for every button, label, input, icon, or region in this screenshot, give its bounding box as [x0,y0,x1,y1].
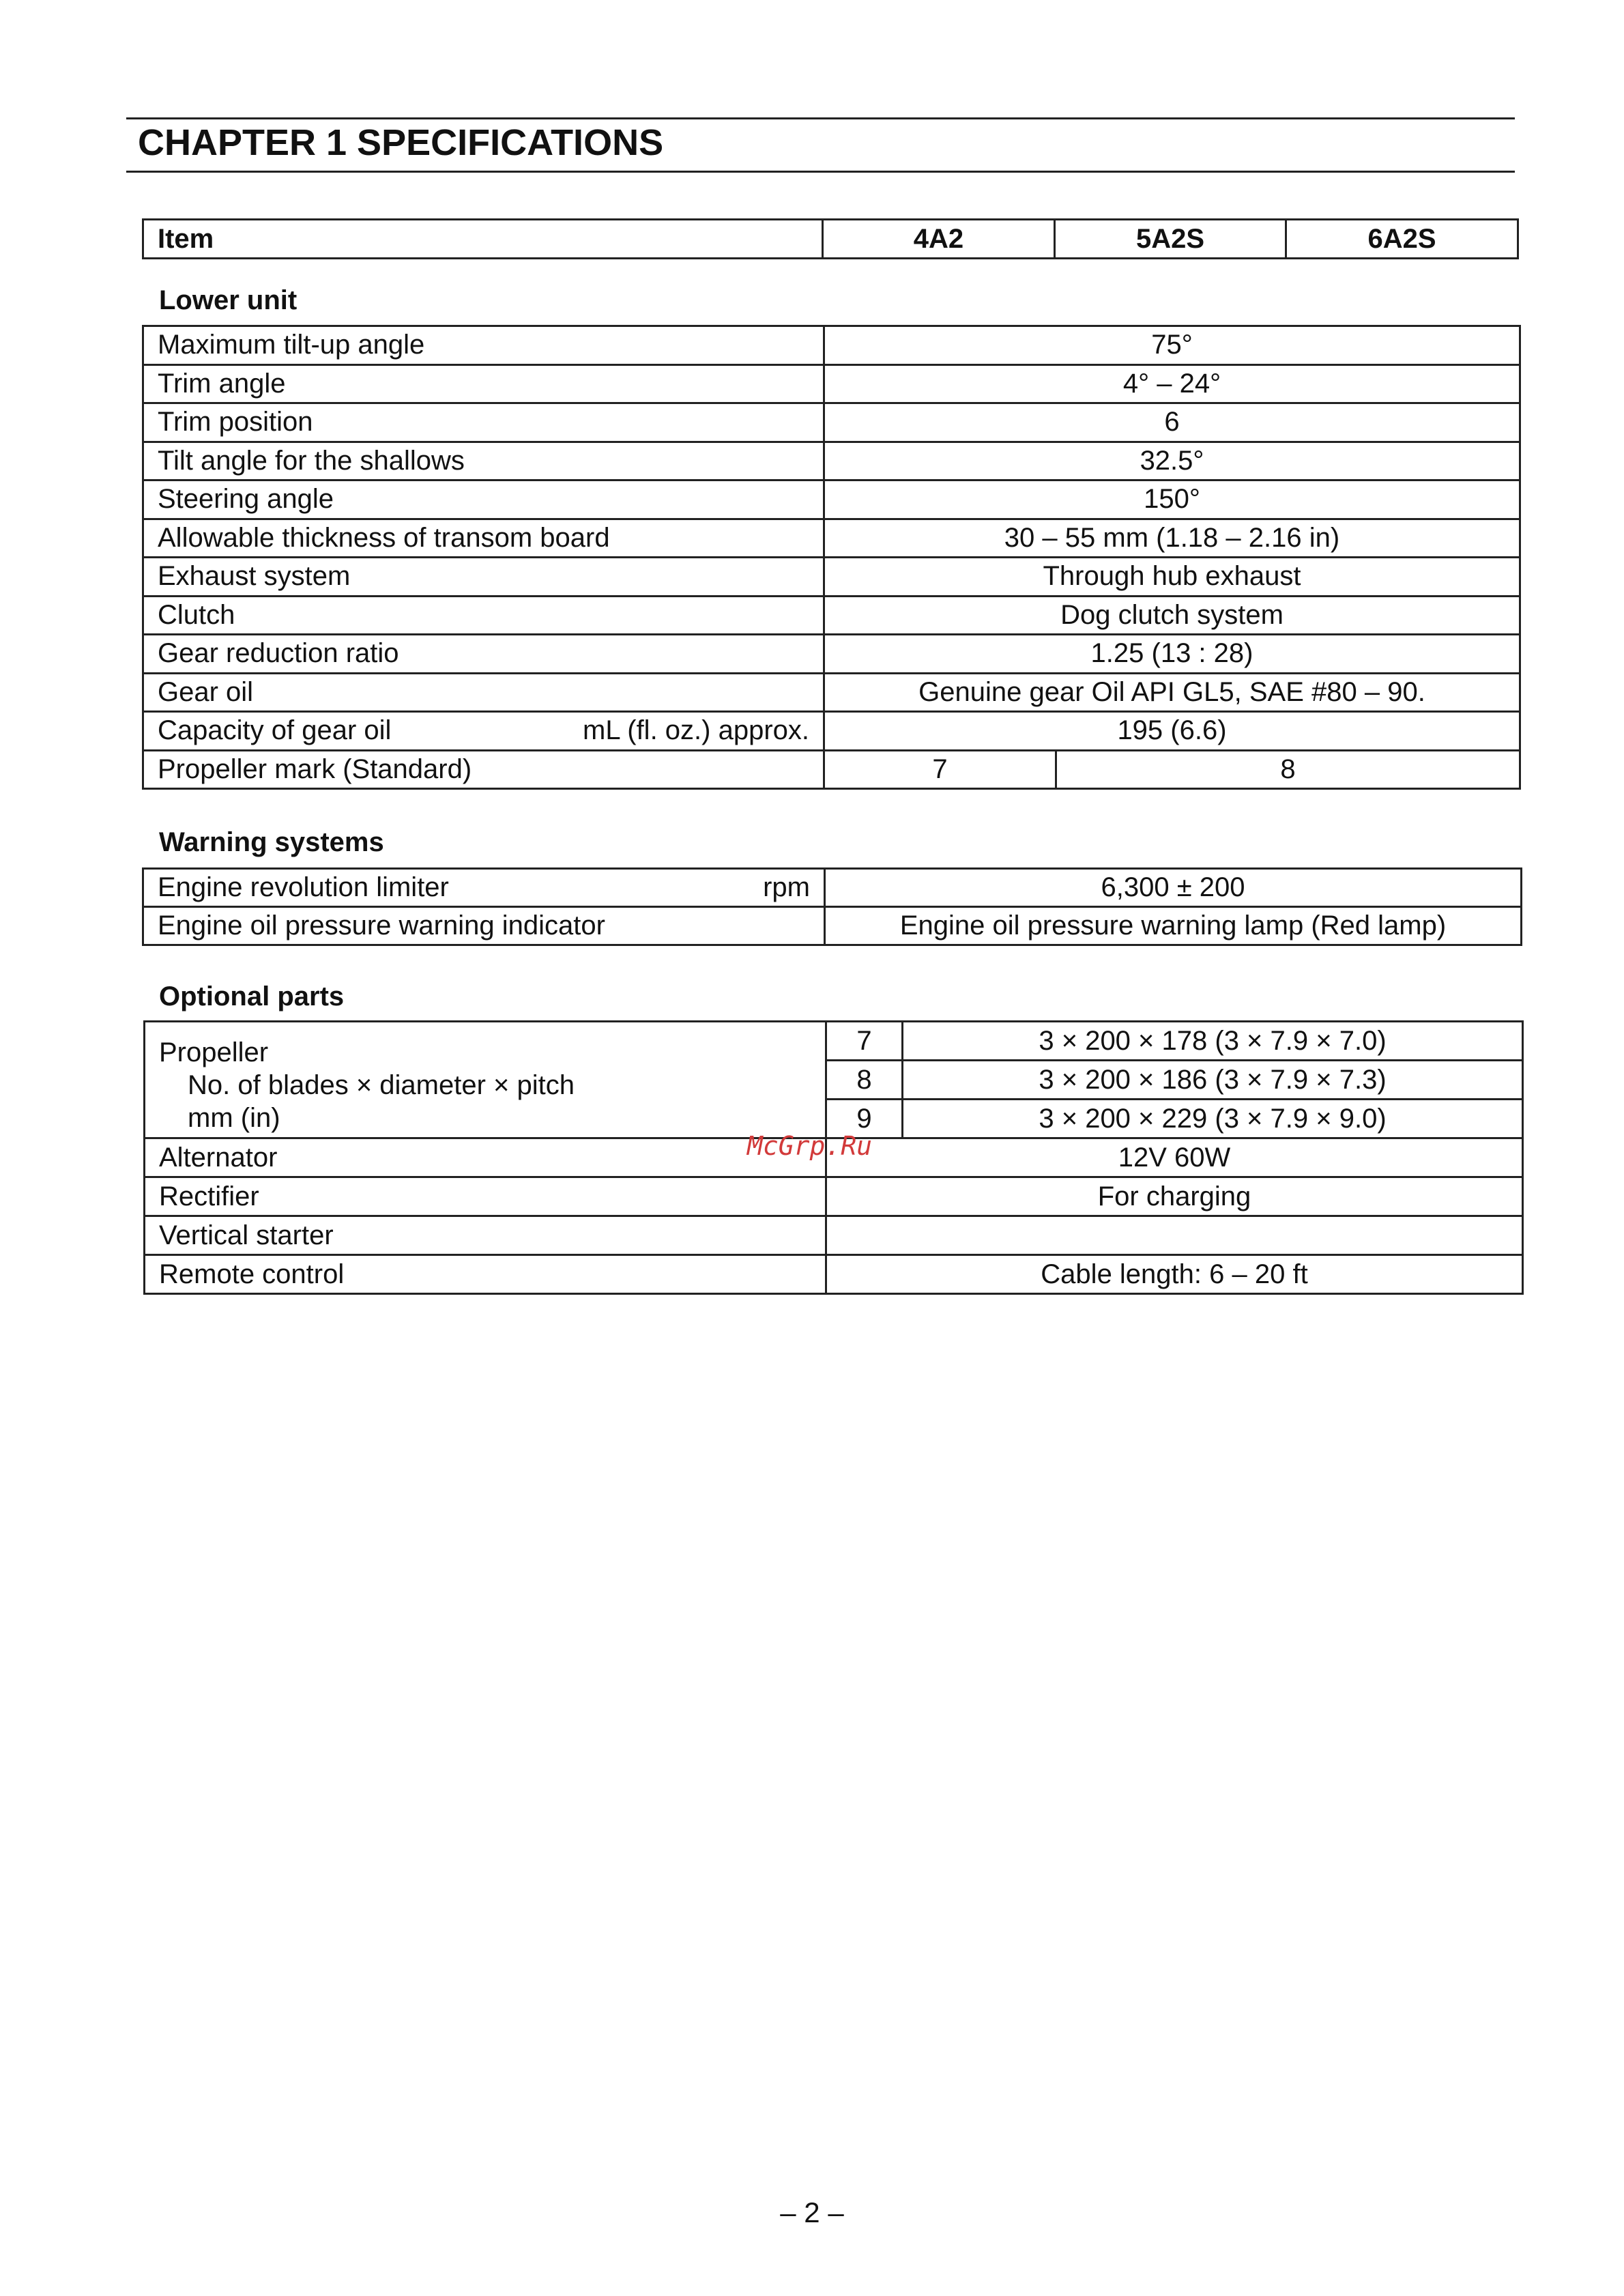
propeller-spec: 3 × 200 × 186 (3 × 7.9 × 7.3) [903,1061,1523,1100]
top-rule [126,117,1515,119]
lower-unit-table [142,325,1521,790]
page-number: – 2 – [780,2196,844,2228]
row-label: Allowable thickness of transom board [143,519,824,558]
warning-systems-table [142,867,1522,946]
table-row [143,364,1520,403]
row-value: 150° [824,480,1520,519]
row-value: Engine oil pressure warning lamp (Red lamp) [825,907,1522,945]
row-unit: mL (fl. oz.) approx. [583,715,809,746]
row-label: Rectifier [145,1177,826,1216]
table-row [143,750,1520,789]
table-row [143,403,1520,442]
table-row [145,1022,1523,1061]
row-value: 6,300 ± 200 [825,869,1522,907]
row-value: Through hub exhaust [824,558,1520,597]
table-row [143,596,1520,635]
row-label: Steering angle [143,480,824,519]
propeller-spec: 3 × 200 × 229 (3 × 7.9 × 9.0) [903,1100,1523,1138]
table-row [145,1177,1523,1216]
table-row [143,558,1520,597]
row-value: 1.25 (13 : 28) [824,635,1520,674]
row-label-cell [143,712,824,751]
table-row [143,326,1520,365]
table-row [145,1255,1523,1294]
propeller-label-cell [145,1022,826,1138]
table-row [143,480,1520,519]
row-value: Cable length: 6 – 20 ft [826,1255,1523,1294]
title-underline [126,171,1515,173]
row-label: Alternator [145,1138,826,1177]
row-label: Propeller mark (Standard) [143,750,824,789]
table-row [145,1216,1523,1255]
propeller-sub-label: No. of blades × diameter × pitch [188,1070,575,1100]
row-label: Gear oil [143,673,824,712]
row-label: Vertical starter [145,1216,826,1255]
row-label-cell [143,869,825,907]
propeller-mark-4a2: 7 [824,750,1056,789]
row-value: 12V 60W [826,1138,1523,1177]
row-label: Remote control [145,1255,826,1294]
row-value: 6 [824,403,1520,442]
row-label: Maximum tilt-up angle [143,326,824,365]
model-4a2-header: 4A2 [823,220,1055,259]
row-value: Genuine gear Oil API GL5, SAE #80 – 90. [824,673,1520,712]
row-value: 30 – 55 mm (1.18 – 2.16 in) [824,519,1520,558]
item-header: Item [143,220,823,259]
row-label: Engine oil pressure warning indicator [143,907,825,945]
propeller-mark: 9 [826,1100,903,1138]
propeller-label: Propeller [159,1037,269,1067]
lower-unit-heading: Lower unit [159,285,298,315]
row-value: For charging [826,1177,1523,1216]
table-row [143,635,1520,674]
row-value: Dog clutch system [824,596,1520,635]
optional-parts-heading: Optional parts [159,981,345,1011]
chapter-title: CHAPTER 1 SPECIFICATIONS [138,122,664,163]
model-6a2s-header: 6A2S [1286,220,1518,259]
table-row [143,519,1520,558]
table-row [143,673,1520,712]
row-label: Clutch [143,596,824,635]
propeller-unit: mm (in) [188,1103,280,1133]
watermark: McGrp.Ru [747,1131,873,1161]
row-value: 75° [824,326,1520,365]
row-value [826,1216,1523,1255]
model-header-table [142,218,1519,259]
row-unit: rpm [763,872,810,902]
row-value: 32.5° [824,442,1520,480]
row-value: 4° – 24° [824,364,1520,403]
propeller-spec: 3 × 200 × 178 (3 × 7.9 × 7.0) [903,1022,1523,1061]
table-row [143,712,1520,751]
row-value: 195 (6.6) [824,712,1520,751]
row-label: Trim position [143,403,824,442]
table-row [143,869,1522,907]
model-5a2s-header: 5A2S [1055,220,1286,259]
row-label: Gear reduction ratio [143,635,824,674]
propeller-mark: 7 [826,1022,903,1061]
row-label: Tilt angle for the shallows [143,442,824,480]
table-row [143,907,1522,945]
row-label: Capacity of gear oil [158,715,392,746]
propeller-mark-5a2s-6a2s: 8 [1056,750,1520,789]
row-label: Engine revolution limiter [158,872,449,902]
row-label: Trim angle [143,364,824,403]
table-row [143,442,1520,480]
warning-systems-heading: Warning systems [159,827,384,857]
row-label: Exhaust system [143,558,824,597]
propeller-mark: 8 [826,1061,903,1100]
